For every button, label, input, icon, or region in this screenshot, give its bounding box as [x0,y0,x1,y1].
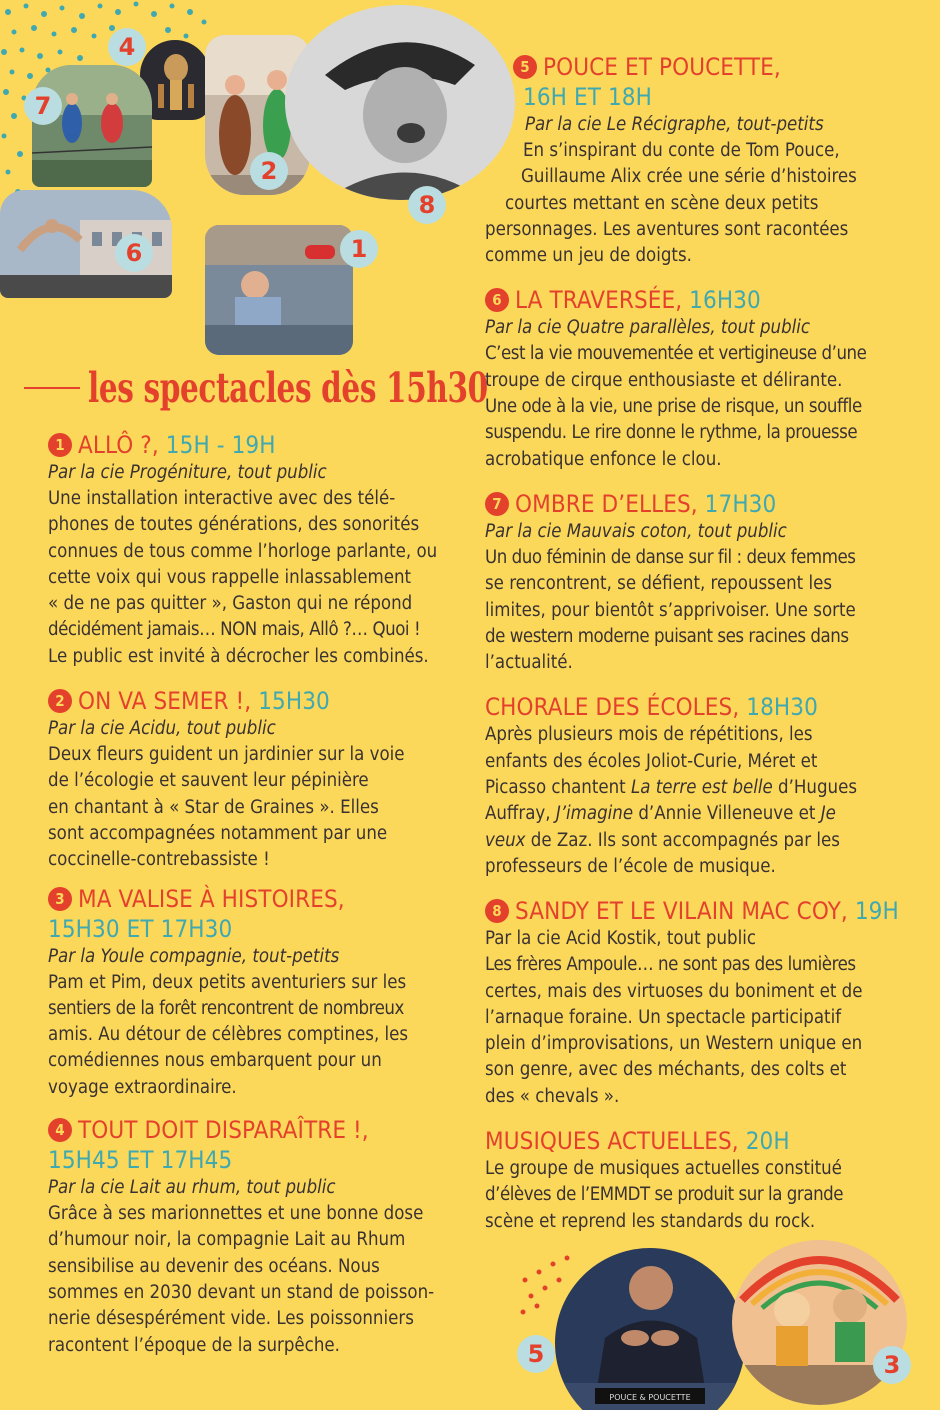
event-number-badge: 5 [513,55,537,79]
photo-actor [285,5,515,200]
heading-rule [24,387,80,389]
event-title: 5 POUCE ET POUCETTE, [485,52,905,82]
event-title: 2 ON VA SEMER !, 15H30 [48,686,452,716]
event-company: Par la Youle compagnie, tout-petits [48,945,340,967]
event-8 [485,896,905,1110]
event-5 [485,52,905,269]
left-column [48,430,452,1359]
photo-dancers [32,65,152,187]
photo-badge-5-bottom: 5 [517,1335,555,1373]
event-chorale [485,692,905,880]
photo-phones [205,225,353,355]
event-7 [485,489,905,676]
event-description: Un duo féminin de danse sur fil : deux femmes se rencontrent, se défient, repoussent les limites, pour bientôt s’apprivoiser. Une sorte de western moderne puisant ses racines dans l’actualité. [485,546,856,674]
event-time: 15H45 ET 17H45 [48,1146,233,1175]
event-company: Par la cie Progéniture, tout public [48,462,327,483]
event-title: 4 TOUT DOIT DISPARAÎTRE !, 15H45 ET 17H45 [48,1116,369,1175]
event-company: Par la cie Le Récigraphe, tout-petits [525,114,824,135]
photo-badge-7: 7 [24,87,62,125]
event-company: Par la cie Acidu, tout public [48,718,276,740]
event-title: 6 LA TRAVERSÉE, 16H30 [485,285,905,315]
right-column [485,52,905,1235]
event-description: Le groupe de musiques actuelles constitué d’élèves de l’EMMDT se produit sur la grande scène et reprend les standards du rock. [485,1158,844,1232]
photo-badge-8: 8 [408,186,446,224]
event-1 [48,430,452,670]
event-title: CHORALE DES ÉCOLES, 18H30 [485,693,818,722]
event-number-badge: 4 [48,1118,72,1142]
event-description: C’est la vie mouvementée et vertigineuse d’une troupe de cirque enthousiaste et délirante. Une ode à la vie, une prise de risque, un souffle suspendu. Le rire donne le rythme, la prouesse acrobatique enfonce le clou. [485,343,867,470]
event-description: Pam et Pim, deux petits aventuriers sur les sentiers de la forêt rencontrent de nombreux amis. Au détour de célèbres comptines, les comédiennes nous embarquent pour un voyage extraordinaire. [48,971,409,1098]
event-company: Par la cie Mauvais coton, tout public [485,520,787,542]
event-description: Les frères Ampoule… ne sont pas des lumières certes, mais des virtuoses du boniment et de l’arnaque foraine. Un spectacle participatif plein d’improvisations, un Western unique en son genre, avec des méchants, des colts et des « chevals ». [485,954,863,1107]
event-musiques [485,1126,905,1235]
event-title: 8 SANDY ET LE VILAIN MAC COY, 19H [485,896,905,926]
event-number-badge: 7 [485,492,509,516]
section-heading-text: les spectacles dès 15h30 [88,364,488,412]
event-time: 15H30 ET 17H30 [48,914,233,943]
event-title: 3 MA VALISE À HISTOIRES, 15H30 ET 17H30 [48,884,345,943]
event-number-badge: 3 [48,887,72,911]
event-description: Après plusieurs mois de répétitions, les enfants des écoles Joliot-Curie, Méret et Picasso chantent La terre est belle d’Hugues Auffray, J’imagine d’Annie Villeneuve et Je veux de Zaz. Ils sont accompagnés par les professeurs de l’école de musique. [485,724,857,877]
event-time: 20H [738,1127,790,1156]
event-description: En s’inspirant du conte de Tom Pouce, Guillaume Alix crée une série d’histoires courtes mettant en scène deux petits personnages. Les aventures sont racontées comme un jeu de doigts. [485,140,857,267]
event-title: 1 ALLÔ ?, 15H - 19H [48,430,452,460]
event-time: 16H ET 18H [523,83,652,111]
event-company: Par la cie Quatre parallèles, tout public [485,317,811,339]
photo-badge-3-bottom: 3 [873,1346,911,1384]
event-description: Grâce à ses marionnettes et une bonne dose d’humour noir, la compagnie Lait au Rhum sensibilise au devenir des océans. Nous sommes en 2030 devant un stand de poisson- nerie désespérément vide. Les poissonniers racontent l’époque de la surpêche. [48,1203,435,1356]
photo-badge-2: 2 [250,152,288,190]
event-description: Deux fleurs guident un jardinier sur la voie de l’écologie et sauvent leur pépinière en chantant à « Star de Graines ». Elles sont accompagnées notamment par une coccinelle-contrebassiste ! [48,744,405,871]
photo-caption-text: POUCE & POUCETTE [609,1393,691,1402]
event-time: 16H30 [682,286,761,315]
event-2 [48,686,452,873]
event-number-badge: 8 [485,899,509,923]
event-number-badge: 2 [48,689,72,713]
event-company: Par la cie Lait au rhum, tout public [48,1177,336,1199]
event-title: MUSIQUES ACTUELLES, 20H [485,1127,790,1156]
photo-badge-6: 6 [115,234,153,272]
photo-badge-4: 4 [108,28,146,66]
event-time: 18H30 [739,693,818,722]
event-time: 19H [847,897,899,926]
event-3 [48,884,452,1101]
event-number-badge: 1 [48,433,72,457]
event-description: Une installation interactive avec des télé- phones de toutes générations, des sonorités connues de tous comme l’horloge parlante, ou cette voix qui vous rappelle inlassablement « de ne pas quitter », Gaston qui ne répond décidément jamais… NON mais, Allô ?… Quoi ! Le public est invité à décrocher les combinés. [48,488,438,667]
event-company: Par la cie Acid Kostik, tout public [485,928,756,950]
event-title: 7 OMBRE D’ELLES, 17H30 [485,489,905,519]
event-time: 17H30 [697,489,777,518]
event-time: 15H30 [251,687,330,716]
event-4 [48,1115,452,1359]
event-time: 15H - 19H [158,431,276,459]
event-number-badge: 6 [485,288,509,312]
photo-badge-1: 1 [340,230,378,268]
event-6 [485,285,905,472]
